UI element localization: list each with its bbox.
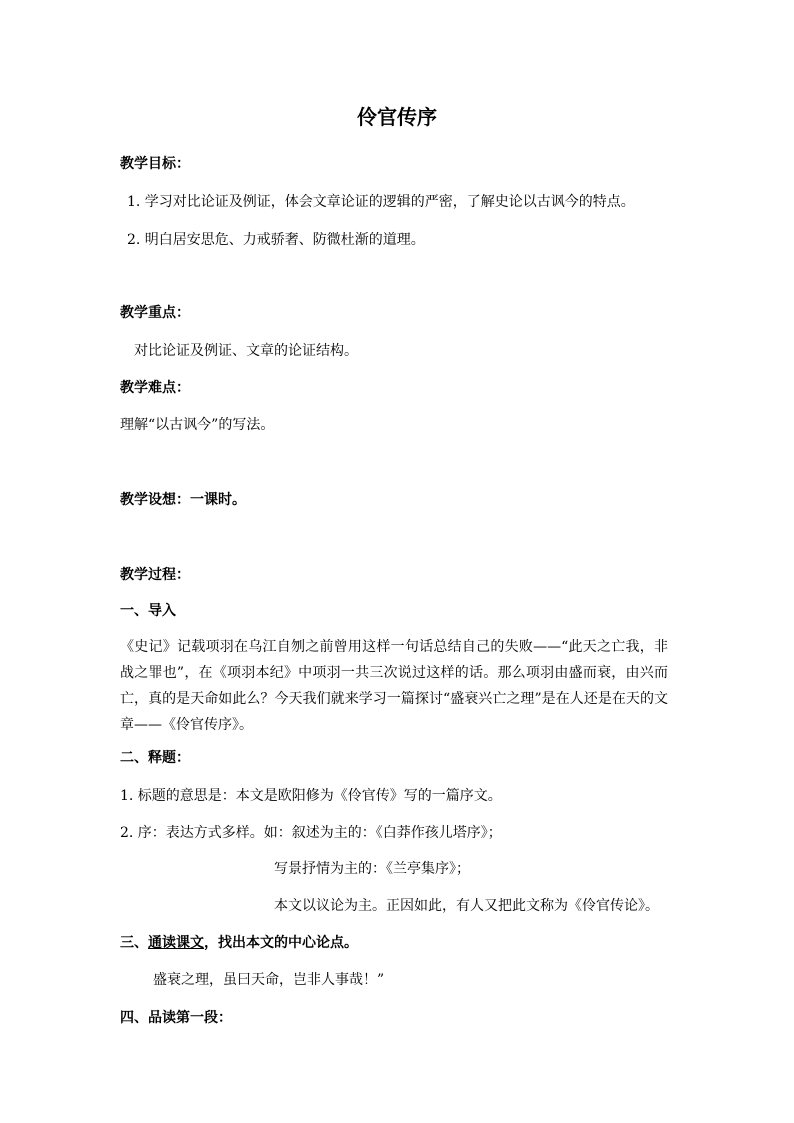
explain-heading: 二、释题：: [120, 750, 190, 766]
goal-item-2: 2. 明白居安思危、力戒骄奢、防微杜渐的道理。: [127, 232, 425, 248]
read-heading-number: 三、: [120, 935, 148, 951]
key-points-text: 对比论证及例证、文章的论证结构。: [134, 343, 358, 359]
difficulties-text: 理解“以古讽今”的写法。: [120, 417, 275, 433]
goals-heading: 教学目标：: [120, 156, 190, 172]
intro-paragraph: 《史记》记载项羽在乌江自刎之前曾用这样一句话总结自己的失败——“此天之亡我，非战之罪也”，在《项羽本纪》中项羽一共三次说过这样的话。那么项羽由盛而衰，由兴而亡，真的是天命如此么？今天我们就来学习一篇探讨“盛衰兴亡之理”是在人还是在天的文章——《伶官传序》。: [120, 639, 668, 733]
plan-heading: 教学设想：: [120, 492, 190, 508]
explain-item-3: 写景抒情为主的：《兰亭集序》；: [274, 861, 470, 877]
first-paragraph-heading: 四、品读第一段：: [120, 1010, 232, 1026]
process-heading: 教学过程：: [120, 567, 190, 583]
key-points-heading: 教学重点：: [120, 305, 190, 321]
read-heading-rest: ，找出本文的中心论点。: [204, 935, 358, 951]
plan-value: 一课时。: [190, 492, 246, 508]
goal-item-1: 1. 学习对比论证及例证，体会文章论证的逻辑的严密，了解史论以古讽今的特点。: [127, 194, 635, 210]
explain-item-2: 2. 序：表达方式多样。如：叙述为主的：《白莽作孩儿塔序》；: [120, 825, 502, 841]
intro-heading: 一、导入: [120, 603, 176, 619]
explain-item-4: 本文以议论为主。正因如此，有人又把此文称为《伶官传论》。: [274, 898, 659, 914]
document-title: 伶官传序: [357, 105, 437, 129]
difficulties-heading: 教学难点：: [120, 380, 190, 396]
thesis-text: 盛衰之理，虽曰天命，岂非人事哉！”: [153, 972, 385, 988]
plan-line: [120, 491, 246, 510]
read-heading-underlined: 通读课文: [148, 935, 204, 951]
read-heading: [120, 934, 358, 953]
explain-item-1: 1. 标题的意思是：本文是欧阳修为《伶官传》写的一篇序文。: [120, 788, 502, 804]
